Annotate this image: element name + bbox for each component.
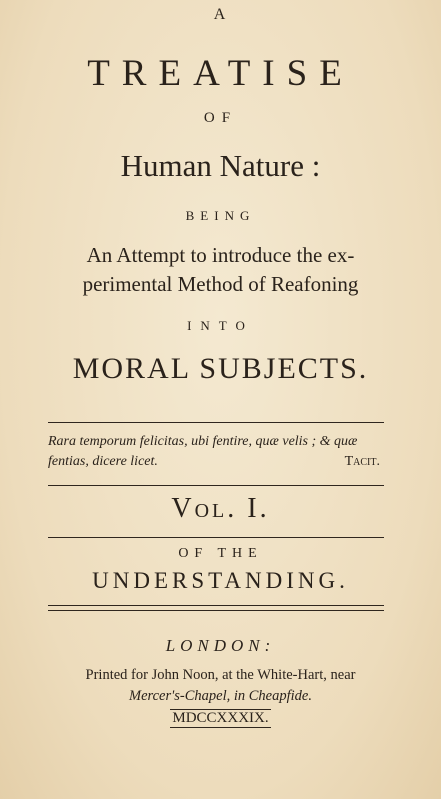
title-understanding: UNDERSTANDING. (92, 568, 349, 593)
imprint-printer-line-2: Mercer's-Chapel, in Cheapfide. (129, 688, 312, 704)
title-human-nature: Human Nature : (120, 148, 321, 183)
subtitle-line-2: perimental Method of Reafoning (82, 272, 359, 296)
volume-rule (48, 537, 384, 538)
motto-line-2: fentias, dicere licet. (48, 454, 158, 469)
article-a: A (213, 6, 228, 23)
word-of-the: OF THE (178, 546, 263, 561)
motto-author: Tacit. (344, 454, 380, 469)
imprint-year-text: MDCCXXXIX. (172, 710, 269, 726)
title-treatise: TREATISE (87, 53, 354, 94)
word-of: OF (203, 110, 238, 126)
motto-line-2-row (48, 454, 388, 470)
motto-line-1: Rara temporum felicitas, ubi fentire, quæ velis ; & quæ (48, 434, 358, 449)
imprint-city: LONDON: (165, 636, 276, 655)
motto-rule (48, 485, 384, 486)
title-moral-subjects: MORAL SUBJECTS. (72, 352, 369, 385)
volume-label: Vol. I. (171, 493, 270, 524)
word-being: BEING (185, 208, 256, 223)
imprint-year (0, 709, 441, 728)
subtitle-line-1: An Attempt to introduce the ex- (86, 243, 355, 267)
top-rule (48, 422, 384, 423)
double-rule-2 (48, 610, 384, 611)
imprint-printer-line-1: Printed for John Noon, at the White-Hart, near (85, 667, 356, 683)
word-into: INTO (187, 318, 254, 333)
double-rule-1 (48, 605, 384, 606)
